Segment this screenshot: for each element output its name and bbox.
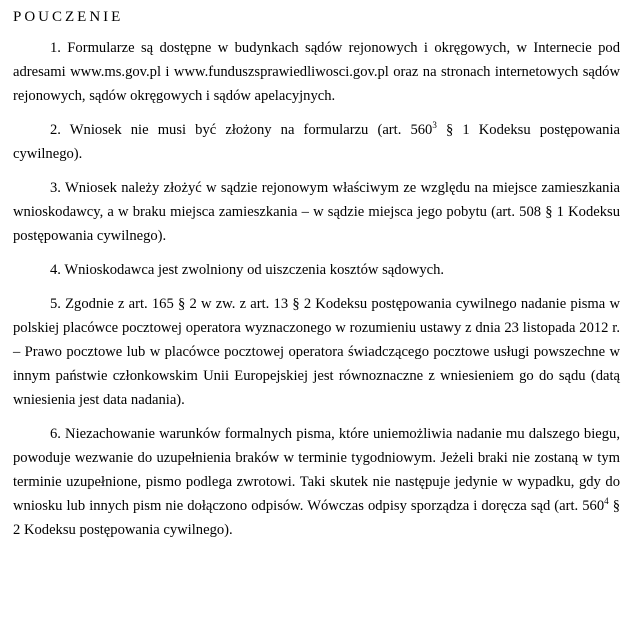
paragraph-2: [13, 118, 620, 166]
paragraph-2-text-a: 2. Wniosek nie musi być złożony na formularzu (art. 560: [50, 122, 433, 138]
paragraph-5-text: 5. Zgodnie z art. 165 § 2 w zw. z art. 13 § 2 Kodeksu postępowania cywilnego nadanie pisma w polskiej placówce pocztowej operatora wyznaczonego w rozumieniu ustawy z dnia 23 listopada 2012 r. – Prawo pocztowe lub w placówce pocztowej operatora świadczącego pocztowe usługi powszechne w innym państwie członkowskim Unii Europejskiej jest równoznaczne z wniesieniem go do sądu (datą wniesienia jest data nadania).: [13, 296, 620, 408]
paragraph-2-text-b: § 1 Kodeksu postępowania cywilnego).: [13, 122, 620, 162]
paragraph-6-text-b: § 2 Kodeksu postępowania cywilnego).: [13, 498, 620, 538]
paragraph-4-text: 4. Wnioskodawca jest zwolniony od uiszczenia kosztów sądowych.: [50, 262, 445, 278]
article-superscript: 4: [604, 496, 609, 507]
paragraph-4: [13, 258, 620, 282]
paragraph-3: [13, 176, 620, 248]
paragraph-6: [13, 422, 620, 542]
paragraph-5: [13, 292, 620, 412]
paragraph-1-text: 1. Formularze są dostępne w budynkach sądów rejonowych i okręgowych, w Internecie pod adresami www.ms.gov.pl i www.funduszsprawiedliwosci.gov.pl oraz na stronach internetowych sądów rejonowych, sądów okręgowych i sądów apelacyjnych.: [13, 40, 620, 104]
paragraph-6-text-a: 6. Niezachowanie warunków formalnych pisma, które uniemożliwia nadanie mu dalszego biegu, powoduje wezwanie do uzupełnienia braków w terminie tygodniowym. Jeżeli braki nie zostaną w tym terminie uzupełnione, pismo podlega zwrotowi. Taki skutek nie następuje jedynie w wypadku, gdy do wniosku lub innych pism nie dołączono odpisów. Wówczas odpisy sporządza i doręcza sąd (art. 560: [13, 426, 620, 514]
article-superscript: 3: [432, 120, 437, 131]
paragraph-3-text: 3. Wniosek należy złożyć w sądzie rejonowym właściwym ze względu na miejsce zamieszkania wnioskodawcy, a w braku miejsca zamieszkania – w sądzie miejsca jego pobytu (art. 508 § 1 Kodeksu postępowania cywilnego).: [13, 180, 620, 244]
section-heading: POUCZENIE: [13, 9, 124, 25]
paragraph-1: [13, 36, 620, 108]
